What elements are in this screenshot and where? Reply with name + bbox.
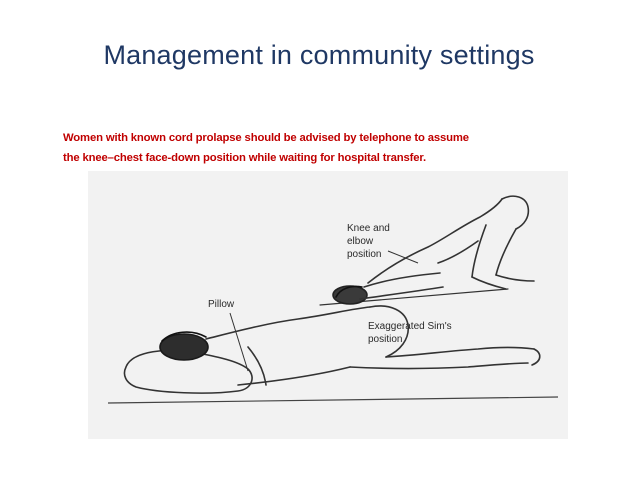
knee-label-line-2: elbow — [347, 236, 374, 247]
body-line-1: Women with known cord prolapse should be advised by telephone to assume — [63, 132, 469, 144]
slide-body-text — [63, 128, 603, 168]
body-line-2: the knee–chest face-down position while waiting for hospital transfer. — [63, 152, 426, 164]
pillow-label-text: Pillow — [208, 299, 235, 310]
illustration-background — [88, 171, 568, 439]
sims-label-line-2: position — [368, 334, 403, 345]
slide-title: Management in community settings — [103, 40, 535, 70]
knee-label-line-1: Knee and — [347, 223, 390, 234]
knee-label-line-3: position — [347, 249, 382, 260]
positions-illustration — [88, 171, 568, 439]
sims-label-line-1: Exaggerated Sim's — [368, 321, 452, 332]
positions-illustration-svg — [88, 171, 568, 439]
